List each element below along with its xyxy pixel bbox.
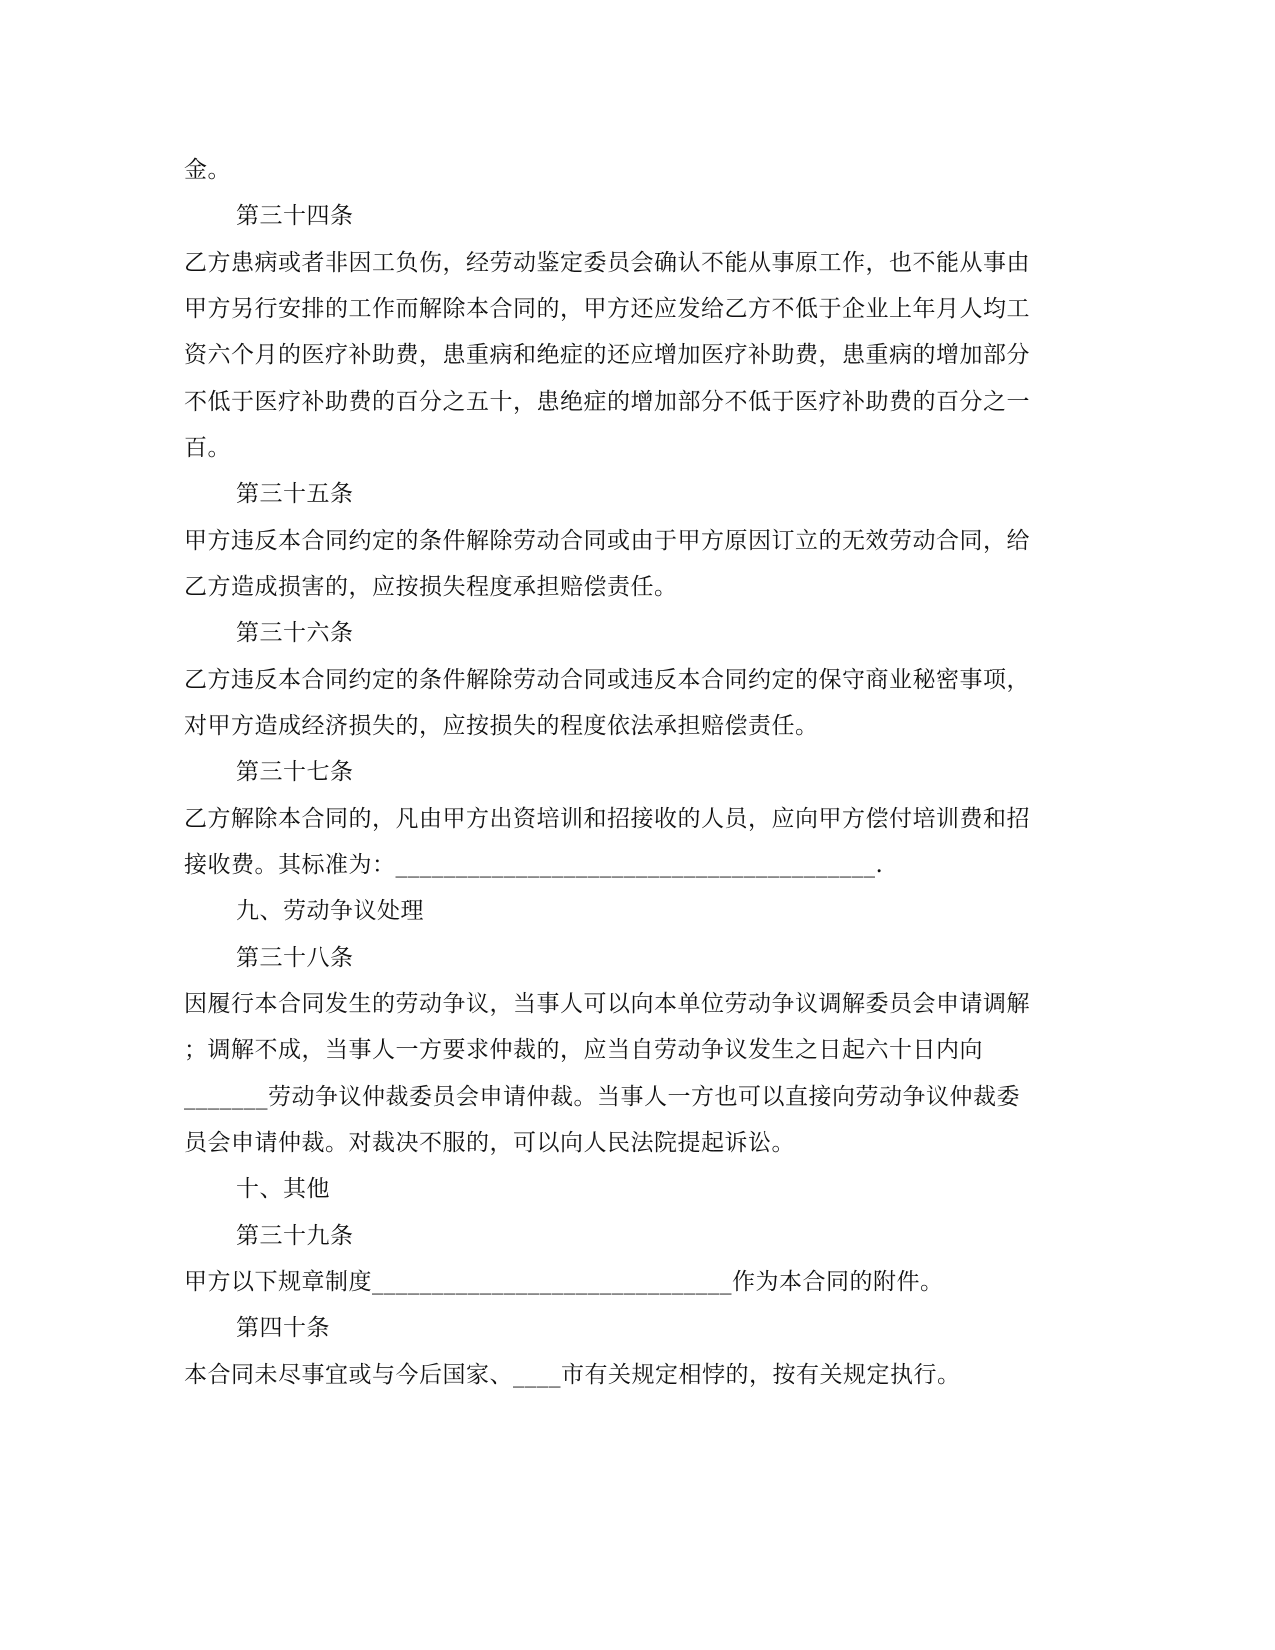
- paragraph-line: 接收费。其标准为：________________________________________.: [184, 852, 884, 878]
- paragraph-line: 乙方解除本合同的，凡由甲方出资培训和招接收的人员，应向甲方偿付培训费和招: [184, 806, 1030, 832]
- paragraph-line: 乙方患病或者非因工负伤，经劳动鉴定委员会确认不能从事原工作，也不能从事由: [184, 250, 1030, 276]
- article-heading-34: 第三十四条: [236, 203, 354, 229]
- article-heading-35: 第三十五条: [236, 481, 354, 507]
- paragraph-line: 甲方以下规章制度______________________________作为本合同的附件。: [184, 1269, 944, 1295]
- paragraph-line: 因履行本合同发生的劳动争议，当事人可以向本单位劳动争议调解委员会申请调解: [184, 991, 1030, 1017]
- article-heading-40: 第四十条: [236, 1315, 330, 1341]
- paragraph-line: 乙方造成损害的，应按损失程度承担赔偿责任。: [184, 574, 678, 600]
- section-heading-10: 十、其他: [236, 1176, 330, 1202]
- paragraph-line: 不低于医疗补助费的百分之五十，患绝症的增加部分不低于医疗补助费的百分之一: [184, 389, 1030, 415]
- section-heading-9: 九、劳动争议处理: [236, 898, 424, 924]
- paragraph-line: 甲方另行安排的工作而解除本合同的，甲方还应发给乙方不低于企业上年月人均工: [184, 296, 1030, 322]
- paragraph-line: 资六个月的医疗补助费，患重病和绝症的还应增加医疗补助费，患重病的增加部分: [184, 342, 1030, 368]
- paragraph-line: _______劳动争议仲裁委员会申请仲裁。当事人一方也可以直接向劳动争议仲裁委: [184, 1084, 1020, 1110]
- paragraph-line: 员会申请仲裁。对裁决不服的，可以向人民法院提起诉讼。: [184, 1130, 795, 1156]
- article-heading-38: 第三十八条: [236, 945, 354, 971]
- paragraph-line: 百。: [184, 435, 231, 461]
- article-heading-37: 第三十七条: [236, 759, 354, 785]
- paragraph-line: ；调解不成，当事人一方要求仲裁的，应当自劳动争议发生之日起六十日内向: [184, 1037, 983, 1063]
- paragraph-line: 本合同未尽事宜或与今后国家、____市有关规定相悖的，按有关规定执行。: [184, 1362, 961, 1388]
- paragraph-line: 甲方违反本合同约定的条件解除劳动合同或由于甲方原因订立的无效劳动合同，给: [184, 528, 1030, 554]
- paragraph-line: 金。: [184, 157, 231, 183]
- paragraph-line: 乙方违反本合同约定的条件解除劳动合同或违反本合同约定的保守商业秘密事项，: [184, 667, 1030, 693]
- article-heading-39: 第三十九条: [236, 1223, 354, 1249]
- paragraph-line: 对甲方造成经济损失的，应按损失的程度依法承担赔偿责任。: [184, 713, 819, 739]
- article-heading-36: 第三十六条: [236, 620, 354, 646]
